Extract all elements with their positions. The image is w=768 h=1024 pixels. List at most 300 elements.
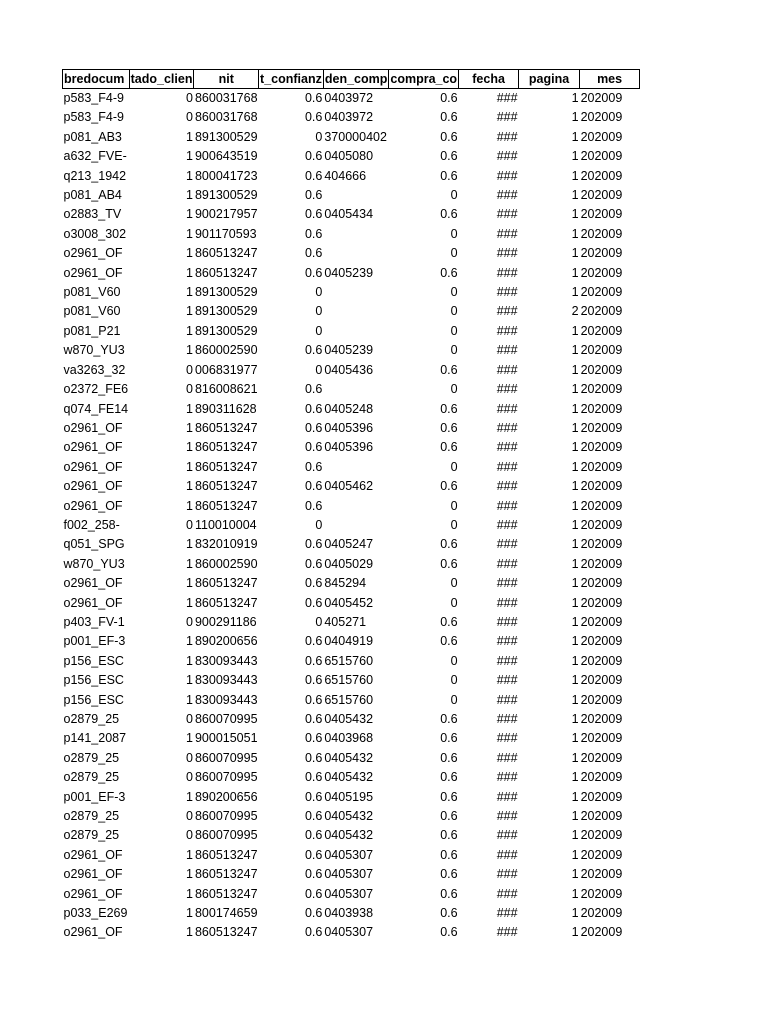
cell-nit: 830093443 — [194, 653, 258, 668]
cell-mes: 202009 — [580, 91, 623, 105]
cell-compra: 0.6 — [440, 634, 458, 649]
cell-confianza: 0.6 — [304, 770, 323, 785]
cell-estado-cliente: 0 — [186, 828, 193, 843]
cell-nombre-documento: o3008_302 — [63, 226, 127, 241]
cell-confianza: 0.6 — [304, 712, 323, 726]
cell-nombre-documento: p081_V60 — [63, 304, 121, 319]
cell-fecha: ### — [496, 226, 518, 241]
cell-orden-compra — [323, 225, 389, 244]
table-row — [63, 846, 640, 865]
cell-confianza: 0 — [315, 285, 323, 300]
cell-nit: 860513247 — [194, 595, 258, 610]
cell-fecha: ### — [496, 653, 518, 668]
cell-estado-cliente: 1 — [186, 401, 193, 416]
cell-orden-compra: 0405307 — [324, 867, 374, 882]
cell-orden-compra: 0403972 — [324, 110, 374, 125]
table-row — [63, 302, 640, 321]
cell-confianza: 0.6 — [304, 246, 323, 261]
cell-pagina: 1 — [571, 129, 579, 144]
cell-nit: 860031768 — [194, 110, 258, 125]
cell-nombre-documento: p081_AB3 — [63, 129, 122, 144]
cell-compra: 0 — [450, 323, 458, 338]
cell-mes: 202009 — [580, 731, 623, 746]
cell-pagina: 1 — [571, 576, 579, 591]
cell-pagina: 1 — [571, 110, 579, 125]
cell-nit: 901170593 — [194, 226, 257, 241]
cell-mes: 202009 — [580, 343, 623, 358]
cell-nit: 860070995 — [194, 770, 258, 785]
cell-compra: 0 — [450, 498, 458, 513]
cell-mes: 202009 — [580, 304, 623, 319]
cell-confianza: 0.6 — [304, 925, 323, 940]
table-row — [63, 788, 640, 807]
cell-nombre-documento: o2961_OF — [63, 886, 123, 901]
cell-mes: 202009 — [580, 110, 623, 125]
cell-compra: 0.6 — [440, 750, 458, 765]
cell-pagina: 1 — [571, 498, 579, 513]
cell-nit: 891300529 — [194, 285, 258, 300]
cell-nombre-documento: o2879_25 — [63, 809, 120, 824]
cell-confianza: 0.6 — [304, 207, 323, 222]
cell-fecha: ### — [496, 517, 518, 532]
cell-mes: 202009 — [580, 634, 623, 649]
cell-nit: 830093443 — [194, 692, 258, 707]
cell-compra: 0 — [450, 304, 458, 319]
cell-orden-compra — [323, 244, 389, 263]
cell-pagina: 1 — [571, 207, 579, 222]
cell-mes: 202009 — [580, 576, 623, 591]
cell-orden-compra: 0405247 — [324, 537, 374, 552]
table-row — [63, 147, 640, 166]
table-row — [63, 89, 640, 109]
cell-nombre-documento: q074_FE14 — [63, 401, 129, 416]
cell-confianza: 0.6 — [304, 226, 323, 241]
cell-nit: 891300529 — [194, 129, 258, 144]
cell-mes: 202009 — [580, 207, 623, 222]
cell-pagina: 1 — [571, 420, 579, 435]
cell-pagina: 2 — [571, 304, 579, 319]
cell-confianza: 0.6 — [304, 537, 323, 552]
cell-compra: 0.6 — [440, 265, 458, 280]
cell-fecha: ### — [496, 809, 518, 824]
cell-fecha: ### — [496, 828, 518, 843]
cell-nit: 110010004 — [194, 517, 257, 532]
cell-fecha: ### — [496, 595, 518, 610]
cell-compra: 0.6 — [440, 362, 458, 377]
cell-mes: 202009 — [580, 459, 623, 474]
cell-mes: 202009 — [580, 828, 623, 843]
cell-nit: 860513247 — [194, 246, 258, 261]
cell-mes: 202009 — [580, 129, 623, 144]
cell-pagina: 1 — [571, 401, 579, 416]
cell-compra: 0.6 — [440, 420, 458, 435]
cell-mes: 202009 — [580, 323, 623, 338]
table-row — [63, 729, 640, 748]
cell-fecha: ### — [496, 789, 518, 804]
cell-pagina: 1 — [571, 867, 579, 882]
cell-fecha: ### — [496, 673, 518, 688]
table-row — [63, 671, 640, 690]
table-row — [63, 186, 640, 205]
cell-confianza: 0.6 — [304, 343, 323, 358]
cell-fecha: ### — [496, 246, 518, 261]
cell-compra: 0.6 — [440, 556, 458, 571]
column-header-nit: nit — [194, 70, 259, 89]
cell-mes: 202009 — [580, 750, 623, 765]
cell-fecha: ### — [496, 129, 518, 144]
cell-nombre-documento: w870_YU3 — [63, 556, 125, 571]
cell-pagina: 1 — [571, 517, 579, 532]
table-row — [63, 438, 640, 457]
data-table — [62, 69, 640, 943]
cell-estado-cliente: 1 — [186, 847, 193, 862]
cell-orden-compra: 0405239 — [324, 343, 374, 358]
cell-orden-compra: 6515760 — [324, 692, 374, 707]
cell-orden-compra: 0405080 — [324, 149, 374, 164]
cell-estado-cliente: 1 — [186, 692, 193, 707]
cell-nit: 860070995 — [194, 712, 258, 726]
cell-pagina: 1 — [571, 323, 579, 338]
cell-mes: 202009 — [580, 556, 623, 571]
spreadsheet — [62, 69, 640, 943]
cell-estado-cliente: 1 — [186, 420, 193, 435]
cell-compra: 0.6 — [440, 614, 458, 629]
cell-pagina: 1 — [571, 731, 579, 746]
cell-fecha: ### — [496, 459, 518, 474]
cell-nombre-documento: p156_ESC — [63, 673, 124, 688]
table-row — [63, 380, 640, 399]
cell-compra: 0 — [450, 576, 458, 591]
cell-nombre-documento: o2961_OF — [63, 265, 123, 280]
cell-nit: 860513247 — [194, 265, 258, 280]
cell-orden-compra — [323, 186, 389, 205]
table-row — [63, 768, 640, 787]
cell-compra: 0.6 — [440, 828, 458, 843]
cell-nit: 891300529 — [194, 323, 258, 338]
cell-orden-compra: 0403972 — [324, 91, 374, 105]
cell-orden-compra: 405271 — [324, 614, 367, 629]
cell-nombre-documento: o2372_FE6 — [63, 382, 129, 397]
cell-orden-compra — [323, 516, 389, 535]
cell-orden-compra: 0405432 — [324, 809, 374, 824]
cell-fecha: ### — [496, 537, 518, 552]
cell-compra: 0.6 — [440, 110, 458, 125]
cell-nit: 860002590 — [194, 556, 258, 571]
cell-confianza: 0.6 — [304, 498, 323, 513]
cell-mes: 202009 — [580, 168, 623, 183]
cell-orden-compra — [323, 322, 389, 341]
cell-confianza: 0.6 — [304, 110, 323, 125]
cell-orden-compra: 370000402 — [324, 129, 387, 144]
table-row — [63, 594, 640, 613]
cell-estado-cliente: 0 — [186, 712, 193, 726]
cell-compra: 0.6 — [440, 886, 458, 901]
cell-compra: 0 — [450, 285, 458, 300]
cell-nit: 860513247 — [194, 440, 258, 455]
cell-fecha: ### — [496, 401, 518, 416]
cell-mes: 202009 — [580, 653, 623, 668]
cell-fecha: ### — [496, 770, 518, 785]
cell-estado-cliente: 1 — [186, 595, 193, 610]
cell-nombre-documento: o2961_OF — [63, 498, 123, 513]
cell-estado-cliente: 1 — [186, 285, 193, 300]
cell-nombre-documento: p081_P21 — [63, 323, 121, 338]
cell-fecha: ### — [496, 692, 518, 707]
table-row — [63, 400, 640, 419]
cell-nit: 816008621 — [194, 382, 258, 397]
cell-nit: 860070995 — [194, 750, 258, 765]
cell-confianza: 0.6 — [304, 653, 323, 668]
table-header — [63, 70, 640, 89]
cell-nombre-documento: o2879_25 — [63, 828, 120, 843]
cell-nit: 860002590 — [194, 343, 258, 358]
cell-pagina: 1 — [571, 634, 579, 649]
cell-estado-cliente: 1 — [186, 906, 193, 921]
cell-mes: 202009 — [580, 712, 623, 726]
cell-compra: 0.6 — [440, 537, 458, 552]
table-row — [63, 574, 640, 593]
cell-confianza: 0.6 — [304, 867, 323, 882]
table-row — [63, 205, 640, 224]
cell-pagina: 1 — [571, 168, 579, 183]
cell-fecha: ### — [496, 362, 518, 377]
cell-nombre-documento: a632_FVE- — [63, 149, 127, 164]
cell-nombre-documento: q213_1942 — [63, 168, 127, 183]
cell-pagina: 1 — [571, 595, 579, 610]
cell-pagina: 1 — [571, 789, 579, 804]
cell-pagina: 1 — [571, 906, 579, 921]
cell-nit: 860513247 — [194, 886, 258, 901]
cell-compra: 0.6 — [440, 731, 458, 746]
cell-pagina: 1 — [571, 265, 579, 280]
cell-fecha: ### — [496, 91, 518, 105]
cell-nit: 006831977 — [194, 362, 258, 377]
cell-estado-cliente: 1 — [186, 537, 193, 552]
cell-confianza: 0.6 — [304, 692, 323, 707]
cell-nit: 900015051 — [194, 731, 258, 746]
cell-orden-compra: 0405307 — [324, 886, 374, 901]
table-body — [63, 89, 640, 943]
cell-orden-compra: 6515760 — [324, 653, 374, 668]
cell-nit: 860513247 — [194, 576, 258, 591]
table-row — [63, 710, 640, 729]
table-row — [63, 826, 640, 845]
cell-fecha: ### — [496, 304, 518, 319]
column-header-estado-cliente: tado_clien — [129, 70, 194, 89]
header-row — [63, 70, 640, 89]
cell-estado-cliente: 0 — [186, 110, 193, 125]
cell-pagina: 1 — [571, 809, 579, 824]
cell-compra: 0 — [450, 653, 458, 668]
cell-orden-compra: 0405432 — [324, 828, 374, 843]
cell-nit: 890200656 — [194, 634, 258, 649]
cell-estado-cliente: 1 — [186, 246, 193, 261]
column-header-fecha: fecha — [459, 70, 519, 89]
table-row — [63, 632, 640, 651]
cell-estado-cliente: 0 — [186, 614, 193, 629]
cell-pagina: 1 — [571, 285, 579, 300]
cell-estado-cliente: 1 — [186, 168, 193, 183]
cell-compra: 0 — [450, 246, 458, 261]
cell-orden-compra: 0405239 — [324, 265, 374, 280]
cell-mes: 202009 — [580, 479, 623, 494]
table-row — [63, 341, 640, 360]
table-row — [63, 283, 640, 302]
cell-fecha: ### — [496, 440, 518, 455]
cell-compra: 0.6 — [440, 479, 458, 494]
table-row — [63, 108, 640, 127]
cell-estado-cliente: 0 — [186, 382, 193, 397]
cell-compra: 0.6 — [440, 440, 458, 455]
cell-nit: 860513247 — [194, 498, 258, 513]
cell-pagina: 1 — [571, 226, 579, 241]
cell-mes: 202009 — [580, 867, 623, 882]
cell-mes: 202009 — [580, 925, 623, 940]
cell-pagina: 1 — [571, 614, 579, 629]
cell-mes: 202009 — [580, 692, 623, 707]
cell-nombre-documento: p156_ESC — [63, 692, 124, 707]
cell-nombre-documento: p583_F4-9 — [63, 91, 124, 105]
cell-estado-cliente: 0 — [186, 517, 193, 532]
cell-orden-compra: 845294 — [324, 576, 367, 591]
cell-pagina: 1 — [571, 246, 579, 261]
cell-mes: 202009 — [580, 265, 623, 280]
cell-estado-cliente: 1 — [186, 188, 193, 203]
cell-fecha: ### — [496, 576, 518, 591]
cell-nombre-documento: o2961_OF — [63, 925, 123, 940]
cell-fecha: ### — [496, 750, 518, 765]
cell-fecha: ### — [496, 265, 518, 280]
cell-mes: 202009 — [580, 789, 623, 804]
table-row — [63, 613, 640, 632]
table-row — [63, 458, 640, 477]
cell-confianza: 0.6 — [304, 789, 323, 804]
cell-confianza: 0.6 — [304, 595, 323, 610]
cell-nombre-documento: o2961_OF — [63, 459, 123, 474]
cell-confianza: 0 — [315, 129, 323, 144]
cell-nit: 860031768 — [194, 91, 258, 105]
cell-compra: 0 — [450, 226, 458, 241]
cell-nombre-documento: o2961_OF — [63, 440, 123, 455]
cell-orden-compra: 0405307 — [324, 925, 374, 940]
cell-compra: 0 — [450, 188, 458, 203]
cell-estado-cliente: 1 — [186, 867, 193, 882]
cell-orden-compra — [323, 380, 389, 399]
cell-nombre-documento: o2961_OF — [63, 867, 123, 882]
table-row — [63, 691, 640, 710]
cell-confianza: 0.6 — [304, 886, 323, 901]
cell-compra: 0.6 — [440, 91, 458, 105]
cell-nombre-documento: o2961_OF — [63, 576, 123, 591]
cell-orden-compra: 0403938 — [324, 906, 374, 921]
table-row — [63, 555, 640, 574]
cell-fecha: ### — [496, 886, 518, 901]
cell-estado-cliente: 0 — [186, 750, 193, 765]
cell-confianza: 0.6 — [304, 459, 323, 474]
cell-pagina: 1 — [571, 556, 579, 571]
cell-pagina: 1 — [571, 828, 579, 843]
cell-confianza: 0.6 — [304, 828, 323, 843]
cell-compra: 0 — [450, 382, 458, 397]
cell-orden-compra — [323, 497, 389, 516]
column-header-confianza: t_confianz — [259, 70, 324, 89]
cell-confianza: 0.6 — [304, 265, 323, 280]
cell-estado-cliente: 1 — [186, 673, 193, 688]
cell-nombre-documento: o2961_OF — [63, 479, 123, 494]
cell-nit: 800174659 — [194, 906, 258, 921]
cell-confianza: 0 — [315, 614, 323, 629]
cell-fecha: ### — [496, 149, 518, 164]
table-row — [63, 904, 640, 923]
cell-fecha: ### — [496, 110, 518, 125]
cell-compra: 0 — [450, 595, 458, 610]
cell-estado-cliente: 1 — [186, 129, 193, 144]
table-row — [63, 807, 640, 826]
cell-estado-cliente: 1 — [186, 440, 193, 455]
cell-nombre-documento: o2879_25 — [63, 750, 120, 765]
cell-orden-compra: 0405248 — [324, 401, 374, 416]
cell-confianza: 0.6 — [304, 576, 323, 591]
cell-mes: 202009 — [580, 420, 623, 435]
cell-pagina: 1 — [571, 149, 579, 164]
cell-estado-cliente: 1 — [186, 634, 193, 649]
cell-fecha: ### — [496, 634, 518, 649]
cell-nombre-documento: p156_ESC — [63, 653, 124, 668]
cell-fecha: ### — [496, 479, 518, 494]
cell-confianza: 0.6 — [304, 401, 323, 416]
cell-compra: 0.6 — [440, 401, 458, 416]
cell-compra: 0.6 — [440, 770, 458, 785]
cell-confianza: 0.6 — [304, 188, 323, 203]
cell-pagina: 1 — [571, 653, 579, 668]
cell-mes: 202009 — [580, 906, 623, 921]
cell-compra: 0 — [450, 343, 458, 358]
cell-fecha: ### — [496, 188, 518, 203]
cell-nombre-documento: o2961_OF — [63, 246, 123, 261]
cell-compra: 0.6 — [440, 809, 458, 824]
cell-mes: 202009 — [580, 614, 623, 629]
cell-fecha: ### — [496, 382, 518, 397]
cell-mes: 202009 — [580, 886, 623, 901]
cell-nit: 900643519 — [194, 149, 258, 164]
column-header-pagina: pagina — [519, 70, 580, 89]
cell-confianza: 0.6 — [304, 634, 323, 649]
cell-nombre-documento: q051_SPG — [63, 537, 125, 552]
cell-compra: 0 — [450, 692, 458, 707]
cell-estado-cliente: 1 — [186, 731, 193, 746]
cell-estado-cliente: 0 — [186, 809, 193, 824]
column-header-compra: compra_co — [389, 70, 459, 89]
table-row — [63, 885, 640, 904]
cell-mes: 202009 — [580, 246, 623, 261]
column-header-orden-compra: den_comp — [323, 70, 389, 89]
cell-estado-cliente: 0 — [186, 91, 193, 105]
cell-nit: 900291186 — [194, 614, 257, 629]
cell-orden-compra: 0405432 — [324, 750, 374, 765]
cell-confianza: 0 — [315, 323, 323, 338]
cell-orden-compra — [323, 283, 389, 302]
cell-mes: 202009 — [580, 498, 623, 513]
cell-mes: 202009 — [580, 382, 623, 397]
cell-nit: 860513247 — [194, 925, 258, 940]
cell-orden-compra: 6515760 — [324, 673, 374, 688]
cell-nombre-documento: o2961_OF — [63, 420, 123, 435]
cell-estado-cliente: 1 — [186, 576, 193, 591]
cell-mes: 202009 — [580, 362, 623, 377]
cell-pagina: 1 — [571, 886, 579, 901]
cell-pagina: 1 — [571, 382, 579, 397]
cell-estado-cliente: 1 — [186, 479, 193, 494]
